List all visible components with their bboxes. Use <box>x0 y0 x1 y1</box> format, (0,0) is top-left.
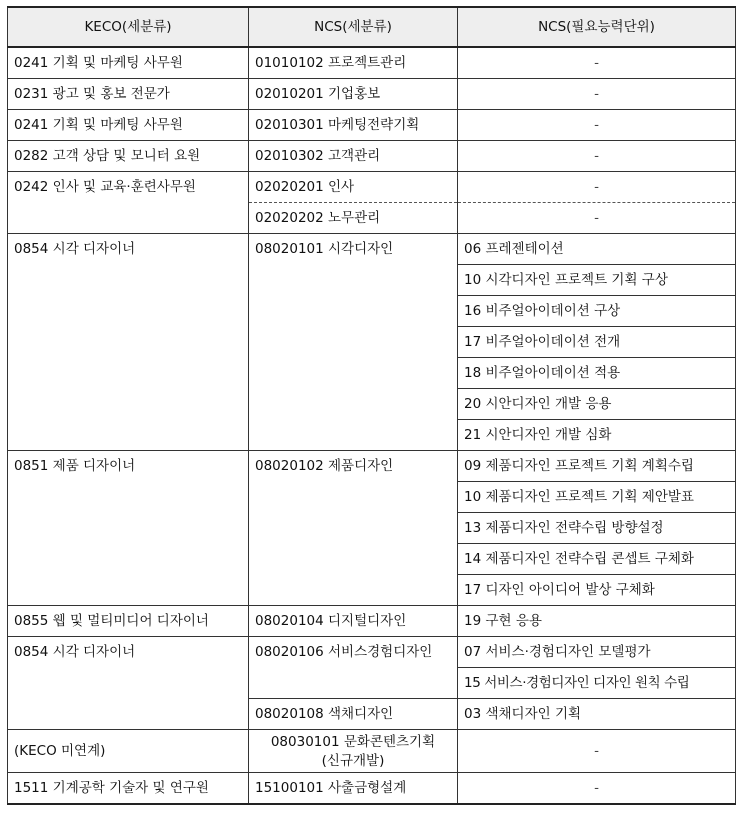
ncs-cell: 02020201 인사 <box>249 172 458 203</box>
table-row <box>8 47 736 79</box>
table-row <box>8 234 736 265</box>
table-row <box>8 79 736 110</box>
unit-cell: 15 서비스·경험디자인 디자인 원칙 수립 <box>458 668 736 699</box>
unit-cell: 14 제품디자인 전략수립 콘셉트 구체화 <box>458 544 736 575</box>
ncs-cell: 02010201 기업홍보 <box>249 79 458 110</box>
table-row <box>8 110 736 141</box>
keco-cell: 0241 기획 및 마케팅 사무원 <box>8 47 249 79</box>
header-ncs-units: NCS(필요능력단위) <box>458 7 736 47</box>
ncs-cell: 01010102 프로젝트관리 <box>249 47 458 79</box>
header-keco: KECO(세분류) <box>8 7 249 47</box>
unit-cell: 10 시각디자인 프로젝트 기획 구상 <box>458 265 736 296</box>
unit-cell-empty: - <box>458 203 736 234</box>
unit-cell: 17 디자인 아이디어 발상 구체화 <box>458 575 736 606</box>
ncs-cell: 02020202 노무관리 <box>249 203 458 234</box>
table-row <box>8 637 736 668</box>
unit-cell: 03 색채디자인 기획 <box>458 699 736 730</box>
ncs-cell: 02010301 마케팅전략기획 <box>249 110 458 141</box>
keco-cell: 0854 시각 디자이너 <box>8 637 249 730</box>
table-row <box>8 606 736 637</box>
unit-cell: 13 제품디자인 전략수립 방향설정 <box>458 513 736 544</box>
unit-cell: 10 제품디자인 프로젝트 기획 제안발표 <box>458 482 736 513</box>
unit-cell-empty: - <box>458 79 736 110</box>
unit-cell: 06 프레젠테이션 <box>458 234 736 265</box>
ncs-cell: 02010302 고객관리 <box>249 141 458 172</box>
unit-cell: 16 비주얼아이데이션 구상 <box>458 296 736 327</box>
unit-cell: 07 서비스·경험디자인 모델평가 <box>458 637 736 668</box>
table-row <box>8 172 736 203</box>
unit-cell-empty: - <box>458 730 736 773</box>
keco-cell: 0854 시각 디자이너 <box>8 234 249 451</box>
ncs-cell: 08020108 색채디자인 <box>249 699 458 730</box>
keco-ncs-mapping-table <box>7 6 736 805</box>
table-row <box>8 773 736 805</box>
unit-cell: 19 구현 응용 <box>458 606 736 637</box>
table-row <box>8 451 736 482</box>
ncs-cell: 08020104 디지털디자인 <box>249 606 458 637</box>
keco-cell: 0855 웹 및 멀티미디어 디자이너 <box>8 606 249 637</box>
keco-cell: 0231 광고 및 홍보 전문가 <box>8 79 249 110</box>
unit-cell: 20 시안디자인 개발 응용 <box>458 389 736 420</box>
unit-cell-empty: - <box>458 110 736 141</box>
ncs-cell: 08020106 서비스경험디자인 <box>249 637 458 699</box>
ncs-cell: 08020102 제품디자인 <box>249 451 458 606</box>
keco-cell: 1511 기계공학 기술자 및 연구원 <box>8 773 249 805</box>
keco-cell: 0851 제품 디자이너 <box>8 451 249 606</box>
unit-cell: 21 시안디자인 개발 심화 <box>458 420 736 451</box>
keco-cell: (KECO 미연계) <box>8 730 249 773</box>
ncs-note: (신규개발) <box>321 753 385 769</box>
unit-cell-empty: - <box>458 773 736 805</box>
header-row <box>8 7 736 47</box>
keco-cell: 0282 고객 상담 및 모니터 요원 <box>8 141 249 172</box>
keco-cell: 0241 기획 및 마케팅 사무원 <box>8 110 249 141</box>
unit-cell-empty: - <box>458 141 736 172</box>
ncs-code: 08030101 문화콘텐츠기획 <box>270 734 436 750</box>
table-row <box>8 730 736 773</box>
unit-cell: 17 비주얼아이데이션 전개 <box>458 327 736 358</box>
keco-cell: 0242 인사 및 교육·훈련사무원 <box>8 172 249 234</box>
table-row <box>8 141 736 172</box>
ncs-cell: 15100101 사출금형설계 <box>249 773 458 805</box>
header-ncs: NCS(세분류) <box>249 7 458 47</box>
unit-cell: 09 제품디자인 프로젝트 기획 계획수립 <box>458 451 736 482</box>
unit-cell-empty: - <box>458 172 736 203</box>
ncs-cell <box>249 730 458 773</box>
ncs-cell: 08020101 시각디자인 <box>249 234 458 451</box>
unit-cell-empty: - <box>458 47 736 79</box>
unit-cell: 18 비주얼아이데이션 적용 <box>458 358 736 389</box>
